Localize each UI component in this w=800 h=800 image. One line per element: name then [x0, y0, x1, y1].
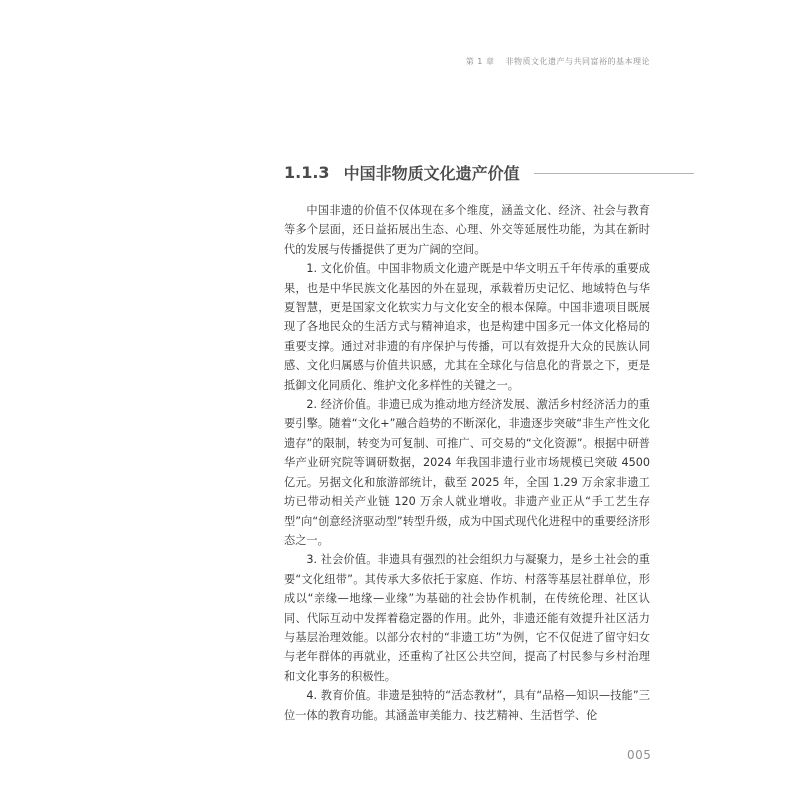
body-text — [284, 201, 650, 725]
running-header-chapter: 第 1 章 — [465, 57, 495, 66]
section-title: 中国非物质文化遗产价值 — [343, 163, 520, 183]
paragraph-economic-value: 2. 经济价值。非遗已成为推动地方经济发展、激活乡村经济活力的重要引擎。随着“文化+”融合趋势的不断深化，非遗逐步突破“非生产性文化遗存”的限制，转变为可复制、可推广、可交易的“文化资源”。根据中研普华产业研究院等调研数据，2024 年我国非遗行业市场规模已突破 4500 亿元。另据文化和旅游部统计，截至 2025 年，全国 1.29 万余家非遗工坊已带动相关产业链 120 万余人就业增收。非遗产业正从“手工艺生存型”向“创意经济驱动型”转型升级，成为中国式现代化进程中的重要经济形态之一。 — [284, 398, 650, 547]
section-divider-rule — [534, 173, 694, 174]
paragraph-intro: 中国非遗的价值不仅体现在多个维度，涵盖文化、经济、社会与教育等多个层面，还日益拓展出生态、心理、外交等延展性功能，为其在新时代的发展与传播提供了更为广阔的空间。 — [284, 204, 650, 256]
page-number: 005 — [627, 748, 652, 762]
paragraph-cultural-value: 1. 文化价值。中国非物质文化遗产既是中华文明五千年传承的重要成果，也是中华民族文化基因的外在显现，承载着历史记忆、地域特色与华夏智慧，更是国家文化软实力与文化安全的根本保障。中国非遗项目既展现了各地民众的生活方式与精神追求，也是构建中国多元一体文化格局的重要支撑。通过对非遗的有序保护与传播，可以有效提升大众的民族认同感、文化归属感与价值共识感，尤其在全球化与信息化的背景之下，更是抵御文化同质化、维护文化多样性的关键之一。 — [284, 262, 650, 392]
section-number: 1.1.3 — [284, 162, 330, 182]
running-header-title: 非物质文化遗产与共同富裕的基本理论 — [505, 57, 650, 66]
running-header — [466, 56, 650, 67]
paragraph-social-value: 3. 社会价值。非遗具有强烈的社会组织力与凝聚力，是乡土社会的重要“文化纽带”。其传承大多依托于家庭、作坊、村落等基层社群单位，形成以“亲缘—地缘—业缘”为基础的社会协作机制，在传统伦理、社区认同、代际互动中发挥着稳定器的作用。此外，非遗还能有效提升社区活力与基层治理效能。以部分农村的“非遗工坊”为例，它不仅促进了留守妇女与老年群体的再就业，还重构了社区公共空间，提高了村民参与乡村治理和文化事务的积极性。 — [284, 553, 650, 683]
section-heading — [284, 160, 694, 184]
paragraph-educational-value: 4. 教育价值。非遗是独特的“活态教材”，具有“品格—知识—技能”三位一体的教育功能。其涵盖审美能力、技艺精神、生活哲学、伦 — [284, 689, 650, 722]
